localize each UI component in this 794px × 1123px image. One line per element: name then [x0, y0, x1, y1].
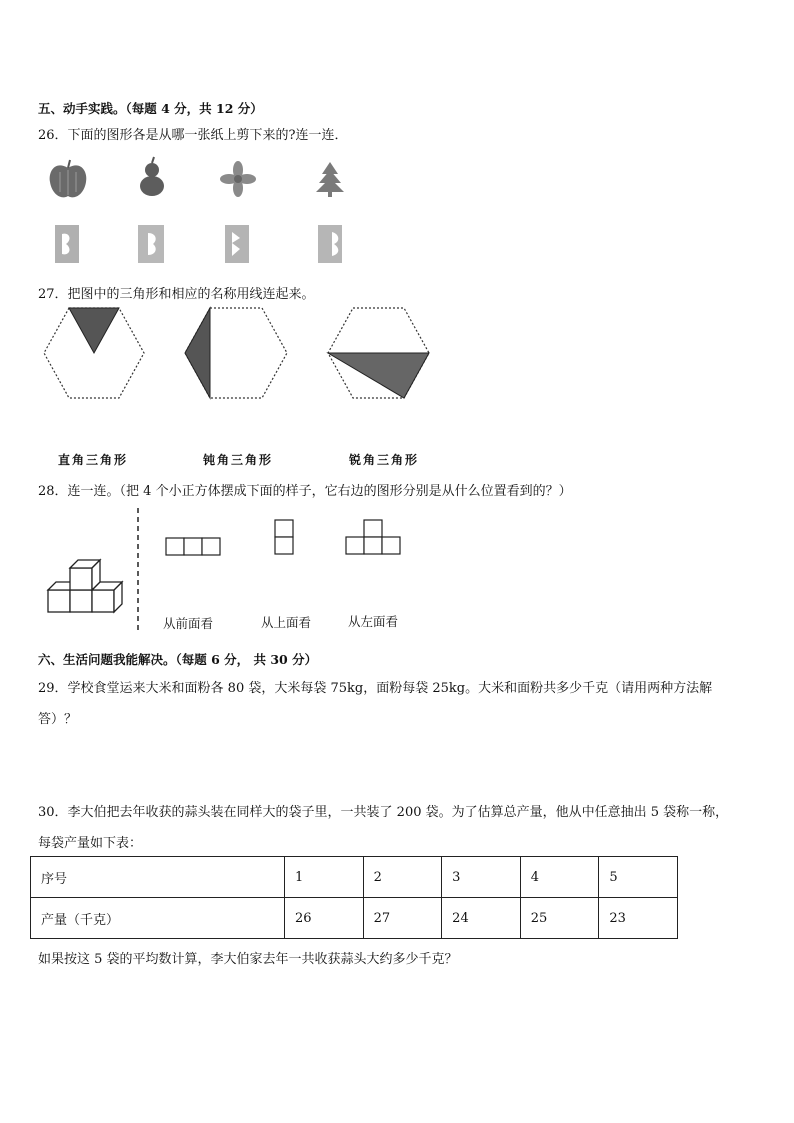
table-cell: 5 — [599, 857, 678, 898]
question-29-line1: 29．学校食堂运来大米和面粉各 80 袋，大米每袋 75kg，面粉每袋 25kg。大米和面粉共多少千克（请用两种方法解 — [38, 681, 713, 696]
table-cell: 25 — [520, 898, 599, 939]
table-cell: 3 — [442, 857, 521, 898]
cube-stack-3d — [48, 560, 122, 612]
triangle-label-obtuse: 钝角三角形 — [203, 453, 274, 467]
question-27-text: 27．把图中的三角形和相应的名称用线连起来。 — [38, 287, 315, 302]
section-5-title: 五、动手实践。（每题 4 分，共 12 分） — [38, 101, 263, 116]
question-29-line2: 答）？ — [38, 712, 78, 727]
table-cell: 24 — [442, 898, 521, 939]
question-30-line2: 每袋产量如下表： — [38, 836, 143, 851]
table-row — [31, 898, 678, 939]
question-30-question: 如果按这 5 袋的平均数计算，李大伯家去年一共收获蒜头大约多少千克？ — [38, 952, 458, 967]
table-row-label: 产量（千克） — [31, 898, 285, 939]
triangle-label-acute: 锐角三角形 — [349, 453, 420, 467]
table-cell: 26 — [284, 898, 363, 939]
table-row — [31, 857, 678, 898]
front-view-figure — [166, 538, 220, 555]
top-view-figure — [275, 520, 293, 554]
view-label-top: 从上面看 — [261, 615, 312, 630]
left-view-figure — [346, 520, 400, 554]
yield-table — [30, 856, 678, 939]
triangle-label-right: 直角三角形 — [58, 453, 129, 467]
table-cell: 2 — [363, 857, 442, 898]
table-cell: 27 — [363, 898, 442, 939]
question-30-line1: 30．李大伯把去年收获的蒜头装在同样大的袋子里，一共装了 200 袋。为了估算总产量，他从中任意抽出 5 袋称一称， — [38, 805, 729, 820]
view-label-front: 从前面看 — [163, 616, 214, 631]
view-label-left: 从左面看 — [348, 614, 399, 629]
table-cell: 1 — [284, 857, 363, 898]
table-cell: 4 — [520, 857, 599, 898]
question-28-text: 28．连一连。（把 4 个小正方体摆成下面的样子，它右边的图形分别是从什么位置看到的？） — [38, 484, 572, 499]
table-cell: 23 — [599, 898, 678, 939]
section-6-title: 六、生活问题我能解决。（每题 6 分， 共 30 分） — [38, 652, 318, 667]
table-header-label: 序号 — [31, 857, 285, 898]
question-26-text: 26．下面的图形各是从哪一张纸上剪下来的?连一连． — [38, 128, 348, 143]
